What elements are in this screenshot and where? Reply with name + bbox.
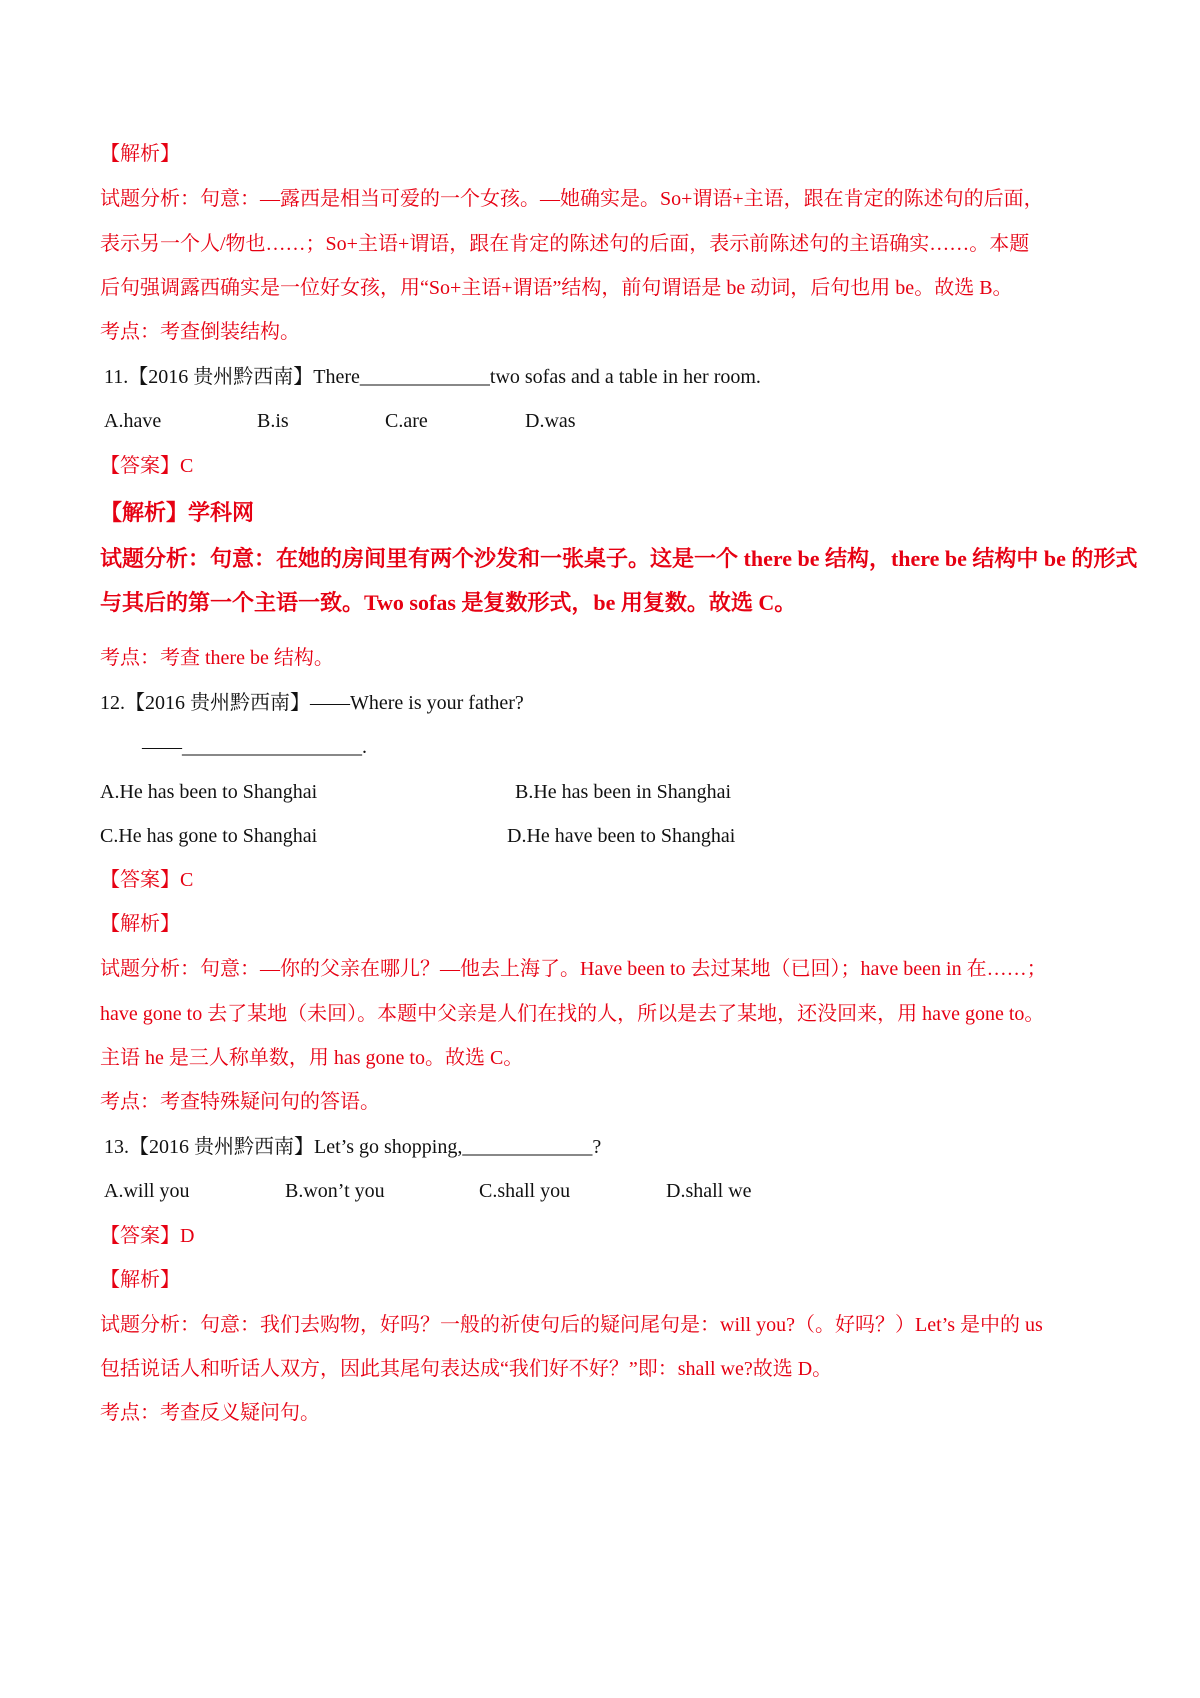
test-point: 考点：考查特殊疑问句的答语。 — [100, 1091, 380, 1113]
option-c: C.He has gone to Shanghai — [100, 825, 318, 847]
question-11: 11.【2016 贵州黔西南】There_____________two sofas and a table in her room. — [104, 366, 761, 388]
option-b: B.He has been in Shanghai — [515, 781, 732, 803]
analysis-text: 包括说话人和听话人双方，因此其尾句表达成“我们好不好？”即：shall we?故选 D。 — [100, 1358, 833, 1380]
option-a: A.have — [104, 410, 162, 432]
question-13: 13.【2016 贵州黔西南】Let’s go shopping,_____________? — [104, 1136, 602, 1158]
test-point: 考点：考查倒装结构。 — [100, 321, 300, 343]
analysis-text: 试题分析：句意：—你的父亲在哪儿？—他去上海了。Have been to 去过某地（已回）；have been in 在……； — [100, 958, 1047, 980]
analysis-heading: 【解析】 — [100, 1269, 180, 1291]
option-c: C.are — [385, 410, 428, 432]
option-d: D.was — [525, 410, 576, 432]
option-d: D.He have been to Shanghai — [507, 825, 736, 847]
answer: 【答案】C — [100, 455, 194, 477]
analysis-text: 表示另一个人/物也……；So+主语+谓语，跟在肯定的陈述句的后面，表示前陈述句的主语确实……。本题 — [100, 233, 1030, 255]
analysis-text: 试题分析：句意：我们去购物，好吗？一般的祈使句后的疑问尾句是：will you?（。好吗？）Let’s 是中的 us — [100, 1314, 1043, 1336]
options-row — [104, 409, 704, 433]
analysis-heading: 【解析】 — [100, 913, 180, 935]
answer: 【答案】D — [100, 1225, 195, 1247]
analysis-heading: 【解析】 — [100, 143, 180, 165]
option-c: C.shall you — [479, 1180, 571, 1202]
option-a: A.will you — [104, 1180, 190, 1202]
analysis-text: 试题分析：句意：—露西是相当可爱的一个女孩。—她确实是。So+谓语+主语，跟在肯定的陈述句的后面， — [100, 188, 1044, 210]
answer: 【答案】C — [100, 869, 194, 891]
option-b: B.is — [257, 410, 289, 432]
analysis-text: have gone to 去了某地（未回）。本题中父亲是人们在找的人，所以是去了某地，还没回来，用 have gone to。 — [100, 1003, 1045, 1025]
option-d: D.shall we — [666, 1180, 752, 1202]
option-a: A.He has been to Shanghai — [100, 781, 318, 803]
options-row — [104, 1179, 804, 1203]
analysis-text: 试题分析：句意：在她的房间里有两个沙发和一张桌子。这是一个 there be 结构，there be 结构中 be 的形式 — [100, 546, 1138, 571]
question-12: 12.【2016 贵州黔西南】——Where is your father? — [100, 692, 524, 714]
test-point: 考点：考查 there be 结构。 — [100, 647, 334, 669]
analysis-text: 后句强调露西确实是一位好女孩，用“So+主语+谓语”结构，前句谓语是 be 动词，后句也用 be。故选 B。 — [100, 277, 1013, 299]
analysis-text: 主语 he 是三人称单数，用 has gone to。故选 C。 — [100, 1047, 524, 1069]
test-point: 考点：考查反义疑问句。 — [100, 1402, 320, 1424]
analysis-text: 与其后的第一个主语一致。Two sofas 是复数形式，be 用复数。故选 C。 — [100, 590, 797, 615]
analysis-heading: 【解析】学科网 — [100, 500, 255, 525]
option-b: B.won’t you — [285, 1180, 385, 1202]
answer-blank: ——__________________. — [142, 736, 367, 758]
